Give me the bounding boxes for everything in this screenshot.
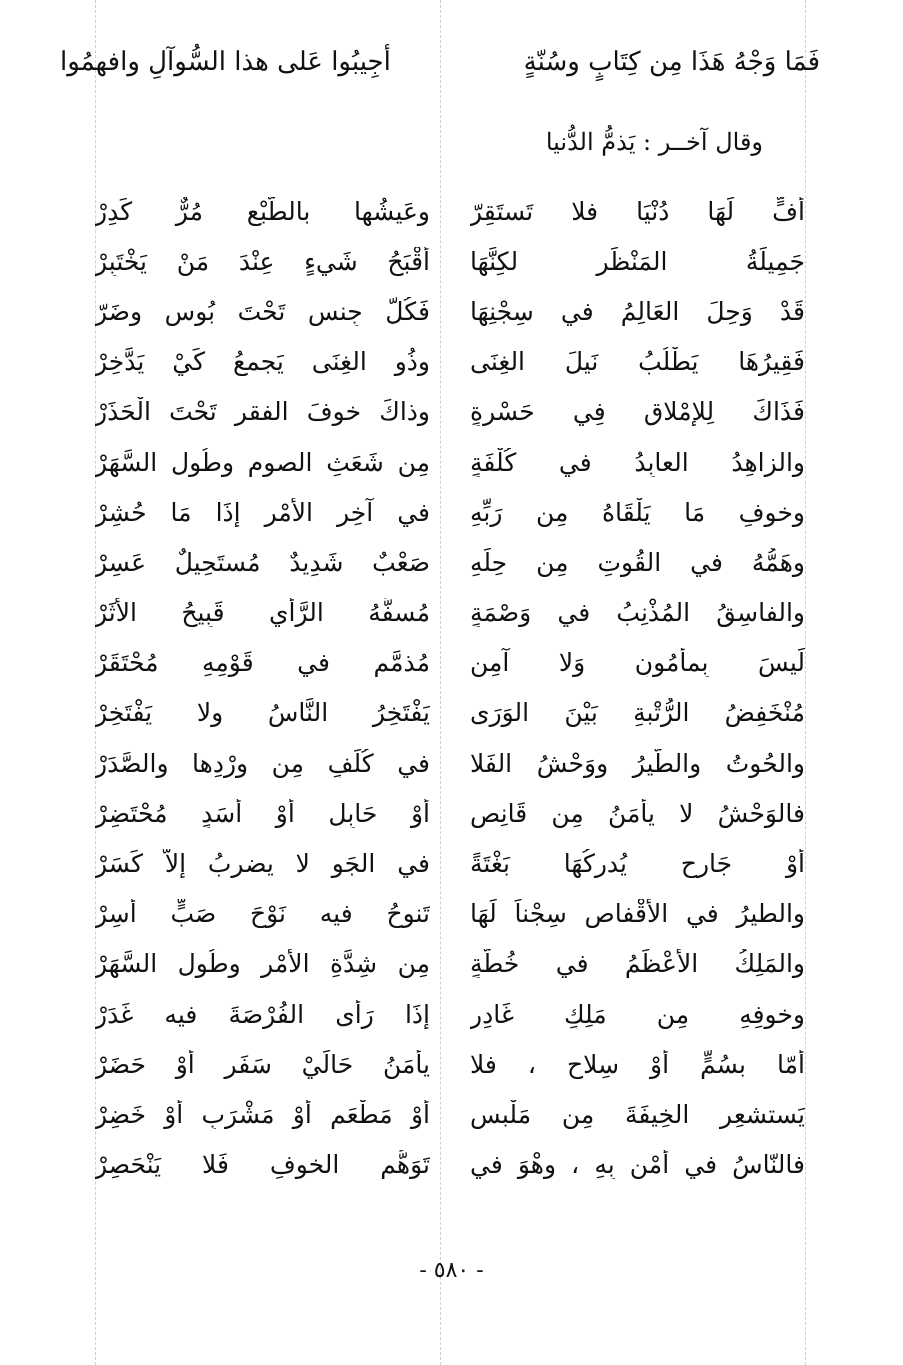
second-hemistich: مُسفَّهُ الرَّأيِ قَبِيحُ الأثَرْ <box>95 598 430 628</box>
first-hemistich: والفاسِقُ المُذْنِبُ في وَصْمَةٍ <box>470 598 805 628</box>
verse-line <box>95 1140 805 1190</box>
first-hemistich: والحُوتُ والطَّيرُ ووَحْشُ الفَلا <box>470 748 805 778</box>
carry-over-second-hemistich: أجِيبُوا عَلى هذا السُّوآلِ وافهمُوا <box>60 47 391 77</box>
verse-line <box>95 989 805 1039</box>
first-hemistich: وخوفِهِ مِن مَلِكٍ غَادِرٍ <box>470 999 805 1029</box>
second-hemistich: في آخِرِ الأمْرِ إذَا مَا حُشِرْ <box>95 497 430 527</box>
second-hemistich: تَنوحُ فيه نَوْحَ صَبٍّ أسِرْ <box>95 899 430 929</box>
first-hemistich: جَمِيلَةُ المَنْظَرِ لكِنَّهَا <box>470 246 805 276</box>
second-hemistich: وذُو الغِنَى يَجمعُ كَيْ يَدَّخِرْ <box>95 347 430 377</box>
second-hemistich: يَفْتَخِرُ النَّاسُ ولا يَفْتَخِرْ <box>95 698 430 728</box>
second-hemistich: مِن شِدَّةِ الأمْرِ وطُولِ السَّهَرْ <box>95 949 430 979</box>
first-hemistich: لَيسَ بِمأمُونٍ وَلا آمِنٍ <box>470 648 805 678</box>
first-hemistich: فَذَاكَ لِلإمْلاقِ فِي حَسْرةٍ <box>470 397 805 427</box>
verse-line <box>95 387 805 437</box>
verse-line <box>95 688 805 738</box>
verse-line <box>95 738 805 788</box>
second-hemistich: تَوَهُّمِ الخوفِ فَلا يَنْحَصِرْ <box>95 1150 430 1180</box>
verse-line <box>95 337 805 387</box>
verse-line <box>95 838 805 888</box>
first-hemistich: وهَمُّهُ في القُوتِ مِن حِلِّهِ <box>470 547 805 577</box>
first-hemistich: أمّا بسُمٍّ أوْ سِلاحٍ ، فلا <box>470 1049 805 1079</box>
first-hemistich: مُنْخَفِضُ الرُّتْبةِ بَيْنَ الوَرَى <box>470 698 805 728</box>
verse-line <box>95 889 805 939</box>
second-hemistich: في كُلَفٍ مِن وِرْدِها والصَّدَرْ <box>95 748 430 778</box>
poem <box>95 186 805 1190</box>
second-hemistich: إذَا رَأَى الفُرْصَةَ فيه غَدَرْ <box>95 999 430 1029</box>
carry-over-first-hemistich: فَمَا وَجْهُ هَذَا مِن كِتَابٍ وسُنّةٍ <box>523 47 820 77</box>
verse-line <box>95 186 805 236</box>
verse-line <box>95 286 805 336</box>
scan-guide-line <box>805 0 806 1365</box>
first-hemistich: يَستشعِرِ الخِيفَةَ مِن مَلْبسٍ <box>470 1099 805 1129</box>
second-hemistich: في الجَوِ لا يضرِبُ إلاّ كَسَرْ <box>95 849 430 879</box>
second-hemistich: وذاكَ خوفَ الفقرِ تَحْتَ الْحَذَرْ <box>95 397 430 427</box>
verse-line <box>95 788 805 838</box>
first-hemistich: والطيرُ في الأقْفاصِ سِجْناً لَهَا <box>470 899 805 929</box>
first-hemistich: أُفٍّ لَهَا دُنْيَا فلا تَستَقِرّ <box>470 196 805 226</box>
second-hemistich: صَعْبٌ شَدِيدٌ مُستَحِيلٌ عَسِرْ <box>95 547 430 577</box>
second-hemistich: يأمَنُ حَالَيْ سَفَرٍ أوْ حَضَرْ <box>95 1049 430 1079</box>
carry-over-verse <box>60 40 820 84</box>
second-hemistich: أوْ حَابِلٍ أوْ أسَدٍ مُحْتَضِرْ <box>95 798 430 828</box>
second-hemistich: مِن شَعَثِ الصومِ وطُولِ السَّهَرْ <box>95 447 430 477</box>
first-hemistich: فالنّاسُ في أمْنٍ بِهِ ، وهْوَ في <box>470 1150 805 1180</box>
verse-line <box>95 437 805 487</box>
verse-line <box>95 537 805 587</box>
verse-line <box>95 1039 805 1089</box>
second-hemistich: أقْبَحُ شَيءٍ عِنْدَ مَنْ يَخْتَبِرْ <box>95 246 430 276</box>
second-hemistich: أوْ مَطْعَمٍ أوْ مَشْرَبٍ أوْ خَضِرْ <box>95 1099 430 1129</box>
verse-line <box>95 487 805 537</box>
first-hemistich: فَقِيرُهَا يَطْلُبُ نَيلَ الغِنَى <box>470 347 805 377</box>
first-hemistich: أوْ جَارِحٍ يُدرِكُهَا بَغْتَةً <box>470 849 805 879</box>
second-hemistich: فَكُلُّ جِنسٍ تَحْتَ بُوسٍ وضَرّ <box>95 296 430 326</box>
verse-line <box>95 588 805 638</box>
first-hemistich: والمَلِكُ الأعْظَمُ في خُطَّةٍ <box>470 949 805 979</box>
first-hemistich: قَدْ وَحِلَ العَالِمُ في سِجْنِهَا <box>470 296 805 326</box>
poem-introduction: وقال آخــر : يَذمُّ الدُّنيا <box>545 128 763 156</box>
page-number: - ٥٨٠ - <box>419 1258 484 1283</box>
verse-line <box>95 1089 805 1139</box>
second-hemistich: مُذمَّمٍ في قَوْمِهِ مُحْتَقَرْ <box>95 648 430 678</box>
first-hemistich: والزاهِدُ العابِدُ في كُلْفَةٍ <box>470 447 805 477</box>
verse-line <box>95 236 805 286</box>
verse-line <box>95 638 805 688</box>
verse-line <box>95 939 805 989</box>
first-hemistich: فالوَحْشُ لا يأمَنُ مِن قَانِصٍ <box>470 798 805 828</box>
second-hemistich: وعَيشُها بالطَّبْعِ مُرٌّ كَدِرْ <box>95 196 430 226</box>
first-hemistich: وخوفِ مَا يَلْقَاهُ مِن رَبِّهِ <box>470 497 805 527</box>
